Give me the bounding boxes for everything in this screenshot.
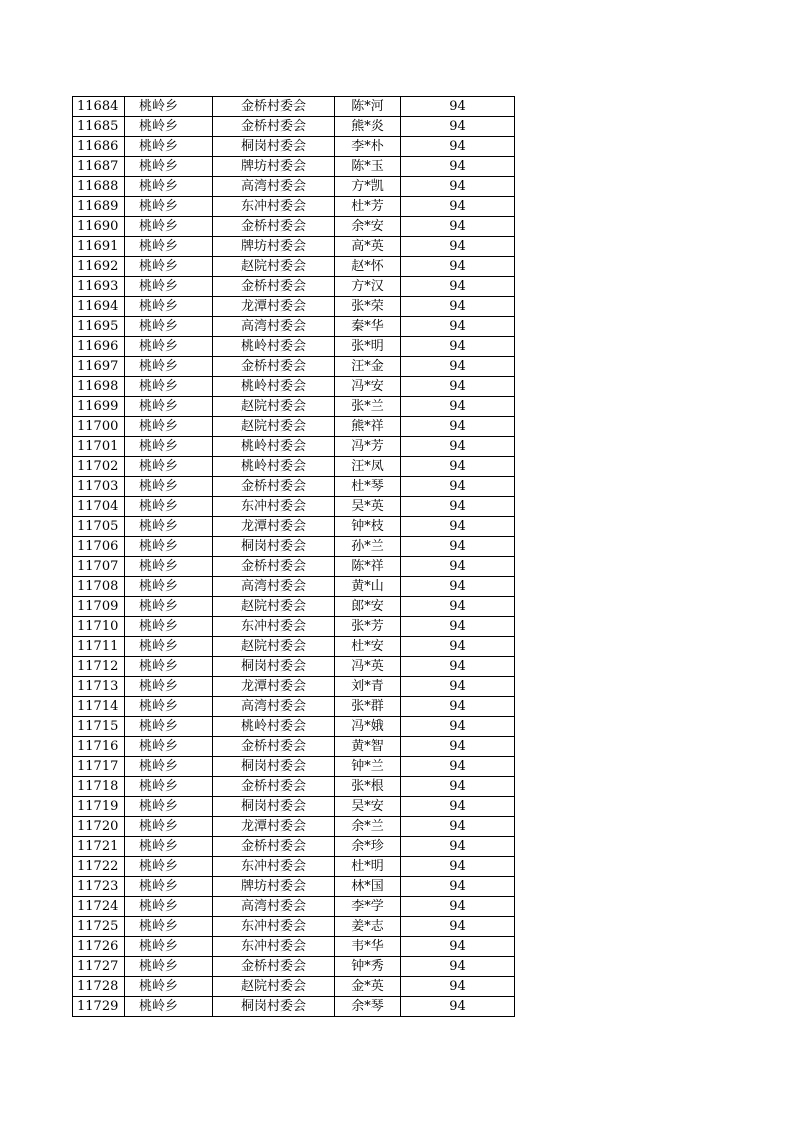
village-committee-cell: 桃岭村委会 [213, 457, 335, 477]
township-cell: 桃岭乡 [125, 917, 213, 937]
township-cell: 桃岭乡 [125, 577, 213, 597]
age-cell: 94 [401, 897, 515, 917]
age-cell: 94 [401, 837, 515, 857]
township-cell: 桃岭乡 [125, 197, 213, 217]
person-name-cell: 张*荣 [335, 297, 401, 317]
township-cell: 桃岭乡 [125, 117, 213, 137]
table-row [73, 417, 515, 437]
village-committee-cell: 牌坊村委会 [213, 237, 335, 257]
age-cell: 94 [401, 697, 515, 717]
record-number-cell: 11708 [73, 577, 125, 597]
person-name-cell: 陈*玉 [335, 157, 401, 177]
village-committee-cell: 桐岗村委会 [213, 997, 335, 1017]
record-number-cell: 11727 [73, 957, 125, 977]
record-number-cell: 11726 [73, 937, 125, 957]
table-row [73, 977, 515, 997]
table-row [73, 717, 515, 737]
table-row [73, 577, 515, 597]
person-name-cell: 郎*安 [335, 597, 401, 617]
village-committee-cell: 桐岗村委会 [213, 137, 335, 157]
person-name-cell: 黄*智 [335, 737, 401, 757]
village-committee-cell: 牌坊村委会 [213, 877, 335, 897]
record-number-cell: 11692 [73, 257, 125, 277]
person-name-cell: 冯*芳 [335, 437, 401, 457]
person-name-cell: 张*兰 [335, 397, 401, 417]
data-table-body [73, 97, 515, 1017]
township-cell: 桃岭乡 [125, 477, 213, 497]
township-cell: 桃岭乡 [125, 757, 213, 777]
township-cell: 桃岭乡 [125, 617, 213, 637]
age-cell: 94 [401, 677, 515, 697]
age-cell: 94 [401, 757, 515, 777]
age-cell: 94 [401, 397, 515, 417]
person-name-cell: 林*国 [335, 877, 401, 897]
table-row [73, 557, 515, 577]
person-name-cell: 张*明 [335, 337, 401, 357]
record-number-cell: 11722 [73, 857, 125, 877]
person-name-cell: 冯*娥 [335, 717, 401, 737]
village-committee-cell: 龙潭村委会 [213, 817, 335, 837]
table-row [73, 437, 515, 457]
age-cell: 94 [401, 317, 515, 337]
township-cell: 桃岭乡 [125, 877, 213, 897]
person-name-cell: 汪*凤 [335, 457, 401, 477]
table-row [73, 357, 515, 377]
person-name-cell: 方*汉 [335, 277, 401, 297]
township-cell: 桃岭乡 [125, 677, 213, 697]
township-cell: 桃岭乡 [125, 297, 213, 317]
person-name-cell: 吴*安 [335, 797, 401, 817]
township-cell: 桃岭乡 [125, 517, 213, 537]
township-cell: 桃岭乡 [125, 777, 213, 797]
village-committee-cell: 金桥村委会 [213, 557, 335, 577]
age-cell: 94 [401, 497, 515, 517]
village-committee-cell: 东冲村委会 [213, 497, 335, 517]
table-row [73, 997, 515, 1017]
record-number-cell: 11714 [73, 697, 125, 717]
record-number-cell: 11716 [73, 737, 125, 757]
township-cell: 桃岭乡 [125, 457, 213, 477]
age-cell: 94 [401, 557, 515, 577]
village-committee-cell: 金桥村委会 [213, 217, 335, 237]
person-name-cell: 汪*金 [335, 357, 401, 377]
table-row [73, 157, 515, 177]
village-committee-cell: 赵院村委会 [213, 597, 335, 617]
township-cell: 桃岭乡 [125, 257, 213, 277]
age-cell: 94 [401, 717, 515, 737]
township-cell: 桃岭乡 [125, 177, 213, 197]
village-committee-cell: 龙潭村委会 [213, 297, 335, 317]
record-number-cell: 11729 [73, 997, 125, 1017]
village-committee-cell: 赵院村委会 [213, 977, 335, 997]
record-number-cell: 11712 [73, 657, 125, 677]
table-row [73, 497, 515, 517]
record-number-cell: 11709 [73, 597, 125, 617]
age-cell: 94 [401, 937, 515, 957]
township-cell: 桃岭乡 [125, 97, 213, 117]
record-number-cell: 11697 [73, 357, 125, 377]
record-number-cell: 11723 [73, 877, 125, 897]
age-cell: 94 [401, 997, 515, 1017]
record-number-cell: 11704 [73, 497, 125, 517]
township-cell: 桃岭乡 [125, 797, 213, 817]
village-committee-cell: 桐岗村委会 [213, 657, 335, 677]
village-committee-cell: 东冲村委会 [213, 197, 335, 217]
age-cell: 94 [401, 357, 515, 377]
village-committee-cell: 东冲村委会 [213, 917, 335, 937]
village-committee-cell: 牌坊村委会 [213, 157, 335, 177]
person-name-cell: 冯*安 [335, 377, 401, 397]
village-committee-cell: 金桥村委会 [213, 837, 335, 857]
record-number-cell: 11700 [73, 417, 125, 437]
village-committee-cell: 赵院村委会 [213, 637, 335, 657]
person-name-cell: 吴*英 [335, 497, 401, 517]
age-cell: 94 [401, 617, 515, 637]
township-cell: 桃岭乡 [125, 957, 213, 977]
record-number-cell: 11728 [73, 977, 125, 997]
table-row [73, 397, 515, 417]
table-row [73, 937, 515, 957]
person-name-cell: 杜*明 [335, 857, 401, 877]
township-cell: 桃岭乡 [125, 557, 213, 577]
village-committee-cell: 高湾村委会 [213, 897, 335, 917]
record-number-cell: 11691 [73, 237, 125, 257]
age-cell: 94 [401, 537, 515, 557]
age-cell: 94 [401, 117, 515, 137]
table-row [73, 637, 515, 657]
table-row [73, 217, 515, 237]
record-number-cell: 11725 [73, 917, 125, 937]
village-committee-cell: 金桥村委会 [213, 777, 335, 797]
table-row [73, 737, 515, 757]
township-cell: 桃岭乡 [125, 137, 213, 157]
table-row [73, 757, 515, 777]
age-cell: 94 [401, 217, 515, 237]
table-row [73, 117, 515, 137]
table-row [73, 237, 515, 257]
village-committee-cell: 赵院村委会 [213, 257, 335, 277]
record-number-cell: 11684 [73, 97, 125, 117]
village-committee-cell: 桃岭村委会 [213, 377, 335, 397]
age-cell: 94 [401, 197, 515, 217]
township-cell: 桃岭乡 [125, 357, 213, 377]
person-name-cell: 杜*安 [335, 637, 401, 657]
person-name-cell: 金*英 [335, 977, 401, 997]
village-committee-cell: 东冲村委会 [213, 937, 335, 957]
township-cell: 桃岭乡 [125, 217, 213, 237]
person-name-cell: 韦*华 [335, 937, 401, 957]
township-cell: 桃岭乡 [125, 737, 213, 757]
village-committee-cell: 桐岗村委会 [213, 797, 335, 817]
record-number-cell: 11720 [73, 817, 125, 837]
age-cell: 94 [401, 917, 515, 937]
age-cell: 94 [401, 297, 515, 317]
table-row [73, 697, 515, 717]
person-name-cell: 钟*枝 [335, 517, 401, 537]
person-name-cell: 钟*秀 [335, 957, 401, 977]
village-committee-cell: 高湾村委会 [213, 317, 335, 337]
township-cell: 桃岭乡 [125, 277, 213, 297]
township-cell: 桃岭乡 [125, 377, 213, 397]
village-committee-cell: 东冲村委会 [213, 857, 335, 877]
township-cell: 桃岭乡 [125, 697, 213, 717]
table-row [73, 877, 515, 897]
village-committee-cell: 桃岭村委会 [213, 437, 335, 457]
age-cell: 94 [401, 137, 515, 157]
age-cell: 94 [401, 337, 515, 357]
person-name-cell: 熊*祥 [335, 417, 401, 437]
age-cell: 94 [401, 157, 515, 177]
table-row [73, 537, 515, 557]
village-committee-cell: 金桥村委会 [213, 477, 335, 497]
table-row [73, 517, 515, 537]
table-row [73, 297, 515, 317]
age-cell: 94 [401, 637, 515, 657]
table-row [73, 897, 515, 917]
age-cell: 94 [401, 817, 515, 837]
record-number-cell: 11718 [73, 777, 125, 797]
person-name-cell: 熊*炎 [335, 117, 401, 137]
table-row [73, 477, 515, 497]
township-cell: 桃岭乡 [125, 637, 213, 657]
township-cell: 桃岭乡 [125, 937, 213, 957]
age-cell: 94 [401, 417, 515, 437]
table-row [73, 677, 515, 697]
record-number-cell: 11696 [73, 337, 125, 357]
data-table [72, 96, 515, 1017]
age-cell: 94 [401, 577, 515, 597]
record-number-cell: 11706 [73, 537, 125, 557]
record-number-cell: 11685 [73, 117, 125, 137]
person-name-cell: 余*兰 [335, 817, 401, 837]
village-committee-cell: 高湾村委会 [213, 697, 335, 717]
person-name-cell: 方*凯 [335, 177, 401, 197]
township-cell: 桃岭乡 [125, 317, 213, 337]
township-cell: 桃岭乡 [125, 897, 213, 917]
record-number-cell: 11701 [73, 437, 125, 457]
person-name-cell: 秦*华 [335, 317, 401, 337]
record-number-cell: 11689 [73, 197, 125, 217]
table-row [73, 197, 515, 217]
record-number-cell: 11699 [73, 397, 125, 417]
person-name-cell: 张*群 [335, 697, 401, 717]
record-number-cell: 11707 [73, 557, 125, 577]
record-number-cell: 11724 [73, 897, 125, 917]
age-cell: 94 [401, 777, 515, 797]
record-number-cell: 11695 [73, 317, 125, 337]
record-number-cell: 11698 [73, 377, 125, 397]
table-row [73, 597, 515, 617]
table-row [73, 957, 515, 977]
table-row [73, 617, 515, 637]
table-row [73, 857, 515, 877]
age-cell: 94 [401, 257, 515, 277]
record-number-cell: 11719 [73, 797, 125, 817]
township-cell: 桃岭乡 [125, 817, 213, 837]
township-cell: 桃岭乡 [125, 497, 213, 517]
table-row [73, 137, 515, 157]
person-name-cell: 张*芳 [335, 617, 401, 637]
table-row [73, 457, 515, 477]
age-cell: 94 [401, 797, 515, 817]
age-cell: 94 [401, 877, 515, 897]
table-row [73, 917, 515, 937]
person-name-cell: 冯*英 [335, 657, 401, 677]
table-row [73, 837, 515, 857]
record-number-cell: 11688 [73, 177, 125, 197]
record-number-cell: 11693 [73, 277, 125, 297]
record-number-cell: 11702 [73, 457, 125, 477]
village-committee-cell: 高湾村委会 [213, 577, 335, 597]
age-cell: 94 [401, 517, 515, 537]
age-cell: 94 [401, 237, 515, 257]
township-cell: 桃岭乡 [125, 337, 213, 357]
table-row [73, 177, 515, 197]
village-committee-cell: 赵院村委会 [213, 397, 335, 417]
age-cell: 94 [401, 737, 515, 757]
table-row [73, 97, 515, 117]
record-number-cell: 11713 [73, 677, 125, 697]
township-cell: 桃岭乡 [125, 537, 213, 557]
person-name-cell: 黄*山 [335, 577, 401, 597]
table-row [73, 317, 515, 337]
record-number-cell: 11717 [73, 757, 125, 777]
person-name-cell: 刘*青 [335, 677, 401, 697]
age-cell: 94 [401, 457, 515, 477]
age-cell: 94 [401, 957, 515, 977]
age-cell: 94 [401, 477, 515, 497]
village-committee-cell: 桃岭村委会 [213, 717, 335, 737]
village-committee-cell: 高湾村委会 [213, 177, 335, 197]
person-name-cell: 余*安 [335, 217, 401, 237]
age-cell: 94 [401, 437, 515, 457]
table-row [73, 337, 515, 357]
age-cell: 94 [401, 857, 515, 877]
township-cell: 桃岭乡 [125, 237, 213, 257]
village-committee-cell: 桐岗村委会 [213, 537, 335, 557]
village-committee-cell: 金桥村委会 [213, 277, 335, 297]
record-number-cell: 11686 [73, 137, 125, 157]
table-row [73, 777, 515, 797]
person-name-cell: 杜*琴 [335, 477, 401, 497]
table-row [73, 657, 515, 677]
age-cell: 94 [401, 657, 515, 677]
record-number-cell: 11703 [73, 477, 125, 497]
age-cell: 94 [401, 97, 515, 117]
township-cell: 桃岭乡 [125, 997, 213, 1017]
person-name-cell: 赵*怀 [335, 257, 401, 277]
village-committee-cell: 金桥村委会 [213, 357, 335, 377]
person-name-cell: 陈*祥 [335, 557, 401, 577]
record-number-cell: 11711 [73, 637, 125, 657]
table-row [73, 377, 515, 397]
person-name-cell: 孙*兰 [335, 537, 401, 557]
person-name-cell: 钟*兰 [335, 757, 401, 777]
person-name-cell: 余*琴 [335, 997, 401, 1017]
township-cell: 桃岭乡 [125, 657, 213, 677]
village-committee-cell: 桐岗村委会 [213, 757, 335, 777]
township-cell: 桃岭乡 [125, 417, 213, 437]
township-cell: 桃岭乡 [125, 157, 213, 177]
record-number-cell: 11687 [73, 157, 125, 177]
record-number-cell: 11705 [73, 517, 125, 537]
township-cell: 桃岭乡 [125, 717, 213, 737]
township-cell: 桃岭乡 [125, 977, 213, 997]
person-name-cell: 陈*河 [335, 97, 401, 117]
age-cell: 94 [401, 977, 515, 997]
age-cell: 94 [401, 377, 515, 397]
record-number-cell: 11710 [73, 617, 125, 637]
village-committee-cell: 东冲村委会 [213, 617, 335, 637]
table-row [73, 797, 515, 817]
township-cell: 桃岭乡 [125, 837, 213, 857]
table-row [73, 277, 515, 297]
person-name-cell: 杜*芳 [335, 197, 401, 217]
village-committee-cell: 金桥村委会 [213, 117, 335, 137]
record-number-cell: 11721 [73, 837, 125, 857]
record-number-cell: 11694 [73, 297, 125, 317]
person-name-cell: 姜*志 [335, 917, 401, 937]
village-committee-cell: 金桥村委会 [213, 97, 335, 117]
village-committee-cell: 龙潭村委会 [213, 677, 335, 697]
table-row [73, 817, 515, 837]
township-cell: 桃岭乡 [125, 397, 213, 417]
person-name-cell: 余*珍 [335, 837, 401, 857]
age-cell: 94 [401, 597, 515, 617]
table-row [73, 257, 515, 277]
township-cell: 桃岭乡 [125, 597, 213, 617]
village-committee-cell: 金桥村委会 [213, 737, 335, 757]
village-committee-cell: 金桥村委会 [213, 957, 335, 977]
age-cell: 94 [401, 177, 515, 197]
village-committee-cell: 桃岭村委会 [213, 337, 335, 357]
age-cell: 94 [401, 277, 515, 297]
person-name-cell: 张*根 [335, 777, 401, 797]
record-number-cell: 11690 [73, 217, 125, 237]
township-cell: 桃岭乡 [125, 857, 213, 877]
township-cell: 桃岭乡 [125, 437, 213, 457]
village-committee-cell: 龙潭村委会 [213, 517, 335, 537]
record-number-cell: 11715 [73, 717, 125, 737]
person-name-cell: 李*学 [335, 897, 401, 917]
person-name-cell: 李*朴 [335, 137, 401, 157]
village-committee-cell: 赵院村委会 [213, 417, 335, 437]
person-name-cell: 高*英 [335, 237, 401, 257]
